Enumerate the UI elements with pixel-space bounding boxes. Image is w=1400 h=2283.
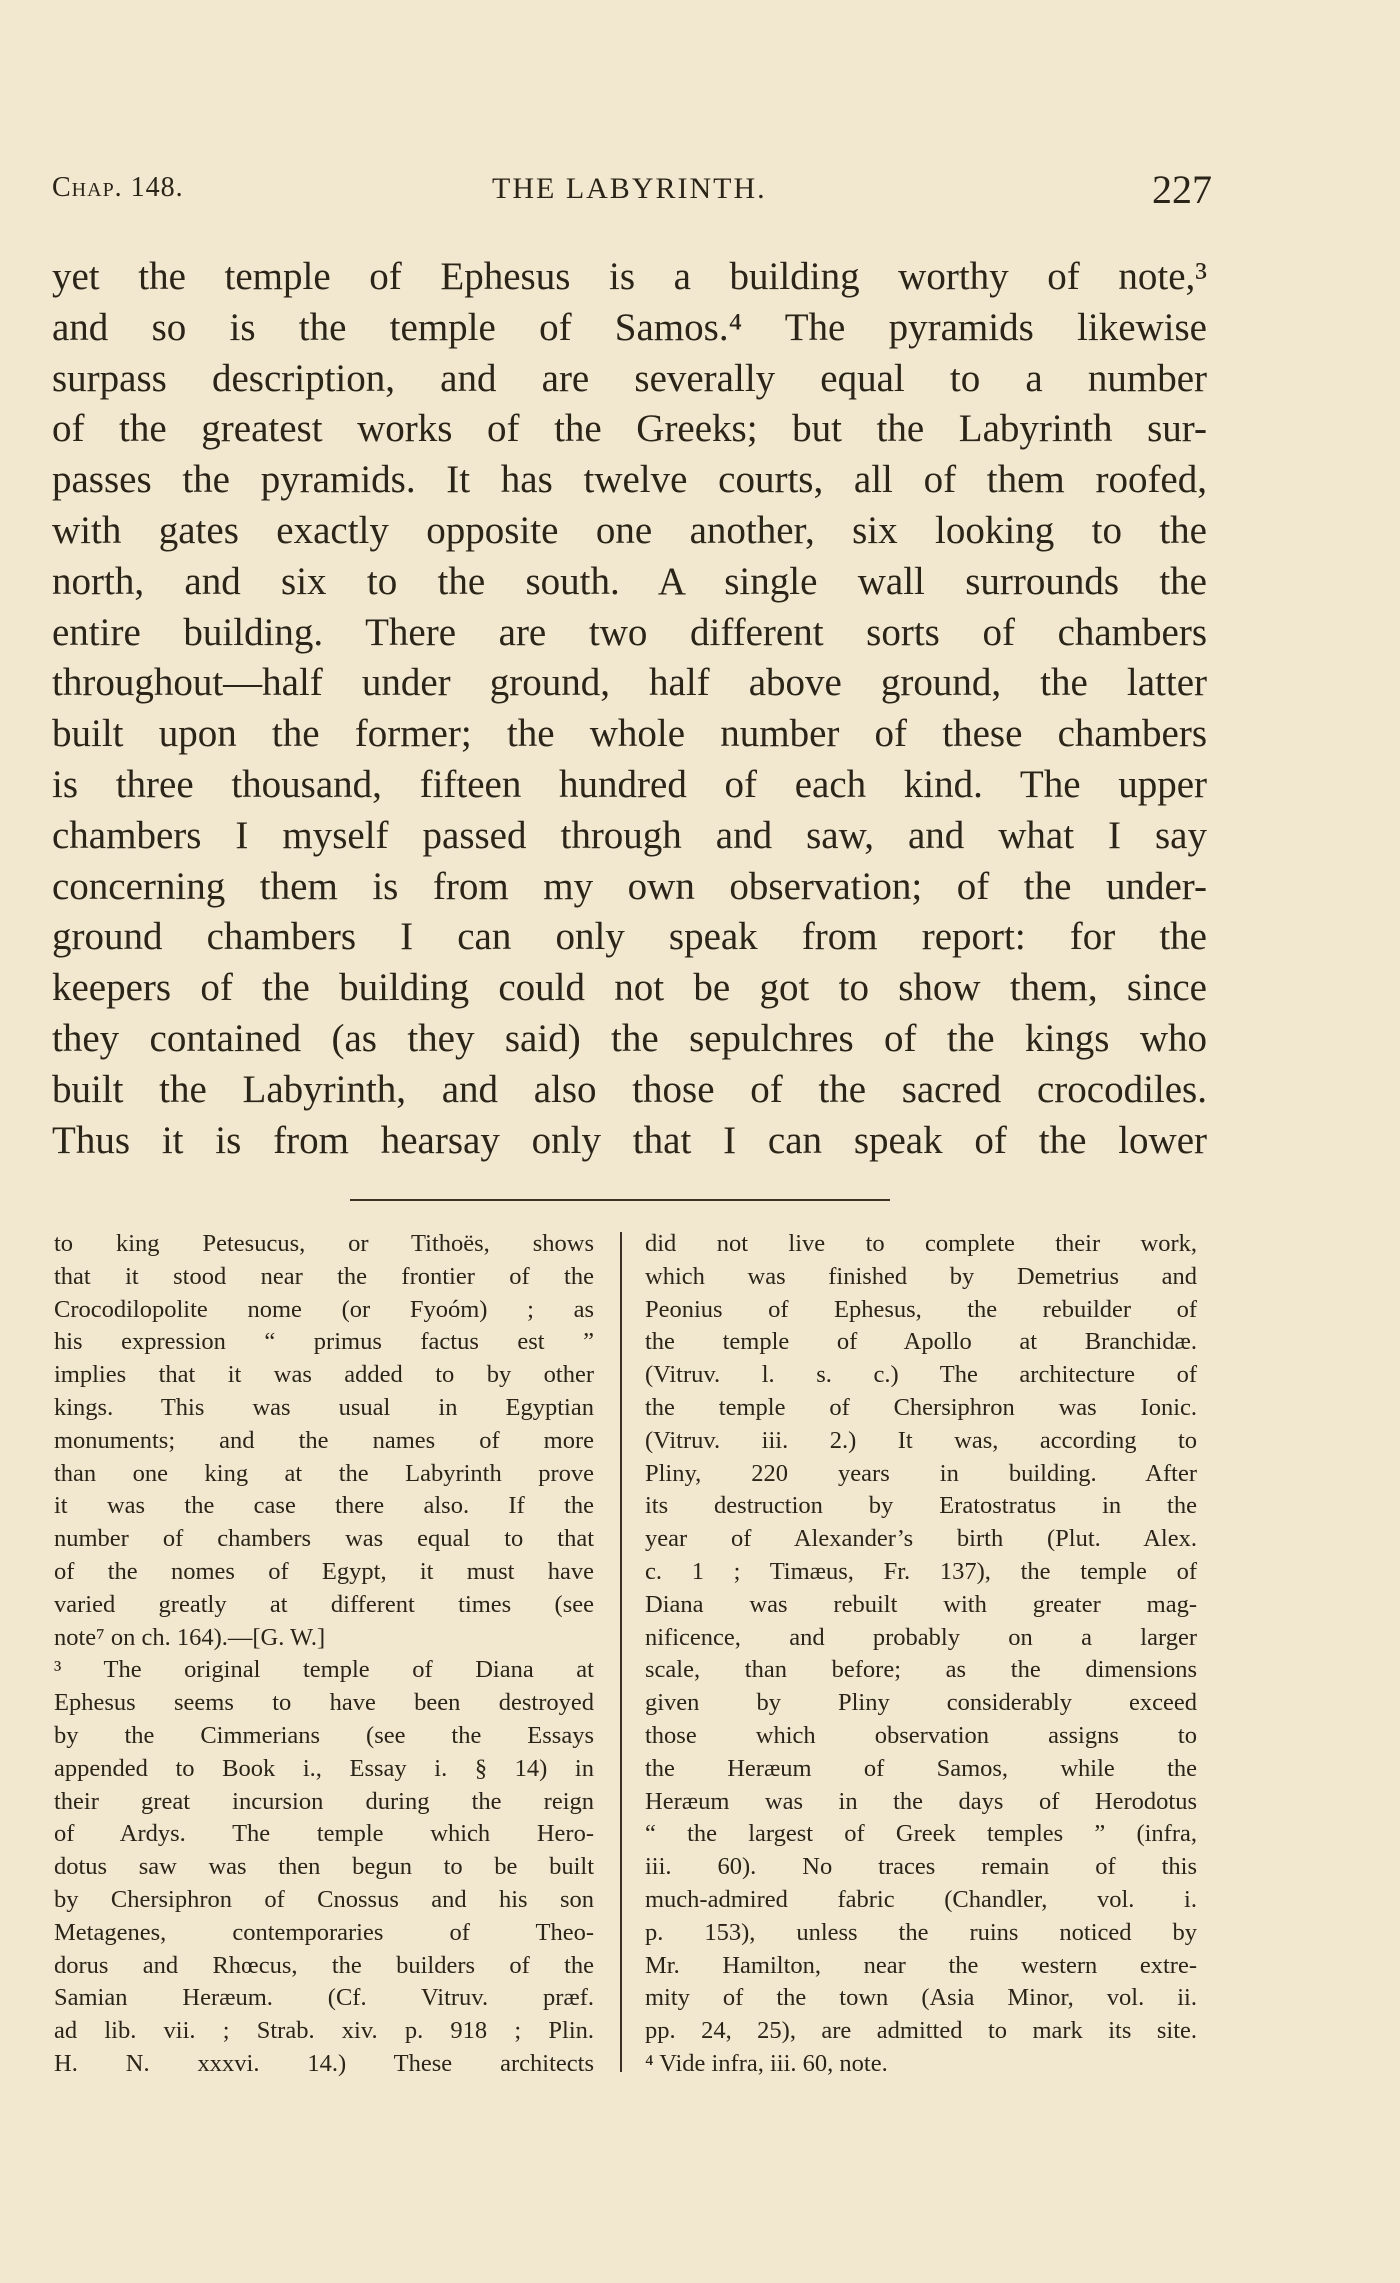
footnote-line: than one king at the Labyrinth prove: [54, 1459, 594, 1487]
footnote-line: much-admired fabric (Chandler, vol. i.: [645, 1885, 1197, 1913]
body-line: Thus it is from hearsay only that I can speak of the lower: [52, 1118, 1207, 1162]
footnote-line: which was finished by Demetrius and: [645, 1262, 1197, 1290]
footnote-line: pp. 24, 25), are admitted to mark its site.: [645, 2017, 1197, 2045]
footnote-line: by the Cimmerians (see the Essays: [54, 1721, 594, 1749]
footnote-line: that it stood near the frontier of the: [54, 1262, 594, 1290]
footnote-line: note⁷ on ch. 164).—[G. W.]: [54, 1623, 326, 1651]
footnote-line: its destruction by Eratostratus in the: [645, 1492, 1197, 1520]
body-line: of the greatest works of the Greeks; but the Labyrinth sur-: [52, 407, 1207, 451]
footnote-line: the temple of Chersiphron was Ionic.: [645, 1393, 1197, 1421]
footnote-line: ad lib. vii. ; Strab. xiv. p. 918 ; Plin.: [54, 2017, 594, 2045]
chapter-label: Chap. 148.: [52, 172, 184, 203]
footnote-line: of the nomes of Egypt, it must have: [54, 1557, 594, 1585]
footnote-line: implies that it was added to by other: [54, 1361, 594, 1389]
footnote-line: “ the largest of Greek temples ” (infra,: [645, 1820, 1197, 1848]
footnote-line: ³ The original temple of Diana at: [54, 1656, 594, 1684]
body-line: passes the pyramids. It has twelve courts, all of them roofed,: [52, 458, 1207, 502]
body-line: they contained (as they said) the sepulchres of the kings who: [52, 1016, 1207, 1060]
body-line: with gates exactly opposite one another, six looking to the: [52, 508, 1207, 552]
footnote-line: of Ardys. The temple which Hero-: [54, 1820, 594, 1848]
page-number: 227: [1152, 167, 1212, 212]
footnote-line: the temple of Apollo at Branchidæ.: [645, 1328, 1197, 1356]
footnote-line: Ephesus seems to have been destroyed: [54, 1689, 594, 1717]
footnote-line: ⁴ Vide infra, iii. 60, note.: [645, 2049, 888, 2077]
footnote-line: Diana was rebuilt with greater mag-: [645, 1590, 1197, 1618]
footnote-line: mity of the town (Asia Minor, vol. ii.: [645, 1984, 1197, 2012]
footnote-line: nificence, and probably on a larger: [645, 1623, 1197, 1651]
footnote-line: Peonius of Ephesus, the rebuilder of: [645, 1295, 1197, 1323]
footnote-line: varied greatly at different times (see: [54, 1590, 594, 1618]
footnote-separator-rule: [350, 1199, 890, 1201]
body-line: yet the temple of Ephesus is a building worthy of note,³: [52, 255, 1207, 298]
footnote-line: p. 153), unless the ruins noticed by: [645, 1918, 1197, 1946]
main-body-text: [52, 252, 1207, 1166]
footnote-line: Metagenes, contemporaries of Theo-: [54, 1918, 594, 1946]
body-line: surpass description, and are severally equal to a number: [52, 356, 1207, 400]
footnote-line: number of chambers was equal to that: [54, 1525, 594, 1553]
footnote-line: iii. 60). No traces remain of this: [645, 1853, 1197, 1881]
footnote-line: his expression “ primus factus est ”: [54, 1328, 594, 1356]
footnote-line: Pliny, 220 years in building. After: [645, 1459, 1197, 1487]
body-line: chambers I myself passed through and saw, and what I say: [52, 813, 1207, 857]
footnote-line: their great incursion during the reign: [54, 1787, 594, 1815]
footnote-line: Crocodilopolite nome (or Fyoóm) ; as: [54, 1295, 594, 1323]
footnote-line: those which observation assigns to: [645, 1721, 1197, 1749]
footnote-column-divider: [620, 1232, 622, 2072]
footnote-line: c. 1 ; Timæus, Fr. 137), the temple of: [645, 1557, 1197, 1585]
footnote-line: Samian Heræum. (Cf. Vitruv. præf.: [54, 1984, 594, 2012]
footnote-line: Heræum was in the days of Herodotus: [645, 1787, 1197, 1815]
body-line: ground chambers I can only speak from report: for the: [52, 915, 1207, 959]
body-line: keepers of the building could not be got to show them, since: [52, 966, 1207, 1010]
footnote-line: year of Alexander’s birth (Plut. Alex.: [645, 1525, 1197, 1553]
footnote-line: monuments; and the names of more: [54, 1426, 594, 1454]
footnote-line: did not live to complete their work,: [645, 1230, 1197, 1257]
body-line: built the Labyrinth, and also those of the sacred crocodiles.: [52, 1067, 1207, 1111]
body-line: throughout—half under ground, half above ground, the latter: [52, 661, 1207, 705]
body-line: entire building. There are two different sorts of chambers: [52, 610, 1207, 654]
footnote-line: (Vitruv. l. s. c.) The architecture of: [645, 1361, 1197, 1389]
footnote-line: to king Petesucus, or Tithoës, shows: [54, 1230, 594, 1257]
footnotes-right-column: [645, 1228, 1197, 2081]
footnote-line: H. N. xxxvi. 14.) These architects: [54, 2049, 594, 2077]
footnote-line: scale, than before; as the dimensions: [645, 1656, 1197, 1684]
footnote-line: dorus and Rhœcus, the builders of the: [54, 1951, 594, 1979]
footnote-line: Mr. Hamilton, near the western extre-: [645, 1951, 1197, 1979]
footnote-line: the Heræum of Samos, while the: [645, 1754, 1197, 1782]
footnote-line: by Chersiphron of Cnossus and his son: [54, 1885, 594, 1913]
body-line: north, and six to the south. A single wall surrounds the: [52, 559, 1207, 603]
body-line: concerning them is from my own observation; of the under-: [52, 864, 1207, 908]
footnotes-left-column: [54, 1228, 594, 2081]
body-line: and so is the temple of Samos.⁴ The pyramids likewise: [52, 305, 1207, 349]
footnote-line: kings. This was usual in Egyptian: [54, 1393, 594, 1421]
body-line: built upon the former; the whole number of these chambers: [52, 712, 1207, 756]
footnote-line: appended to Book i., Essay i. § 14) in: [54, 1754, 594, 1782]
body-line: is three thousand, fifteen hundred of each kind. The upper: [52, 762, 1207, 806]
running-head: [52, 167, 1212, 220]
footnote-line: dotus saw was then begun to be built: [54, 1853, 594, 1881]
footnote-line: given by Pliny considerably exceed: [645, 1689, 1197, 1717]
page-title: THE LABYRINTH.: [492, 172, 767, 205]
footnote-line: it was the case there also. If the: [54, 1492, 594, 1520]
footnote-line: (Vitruv. iii. 2.) It was, according to: [645, 1426, 1197, 1454]
